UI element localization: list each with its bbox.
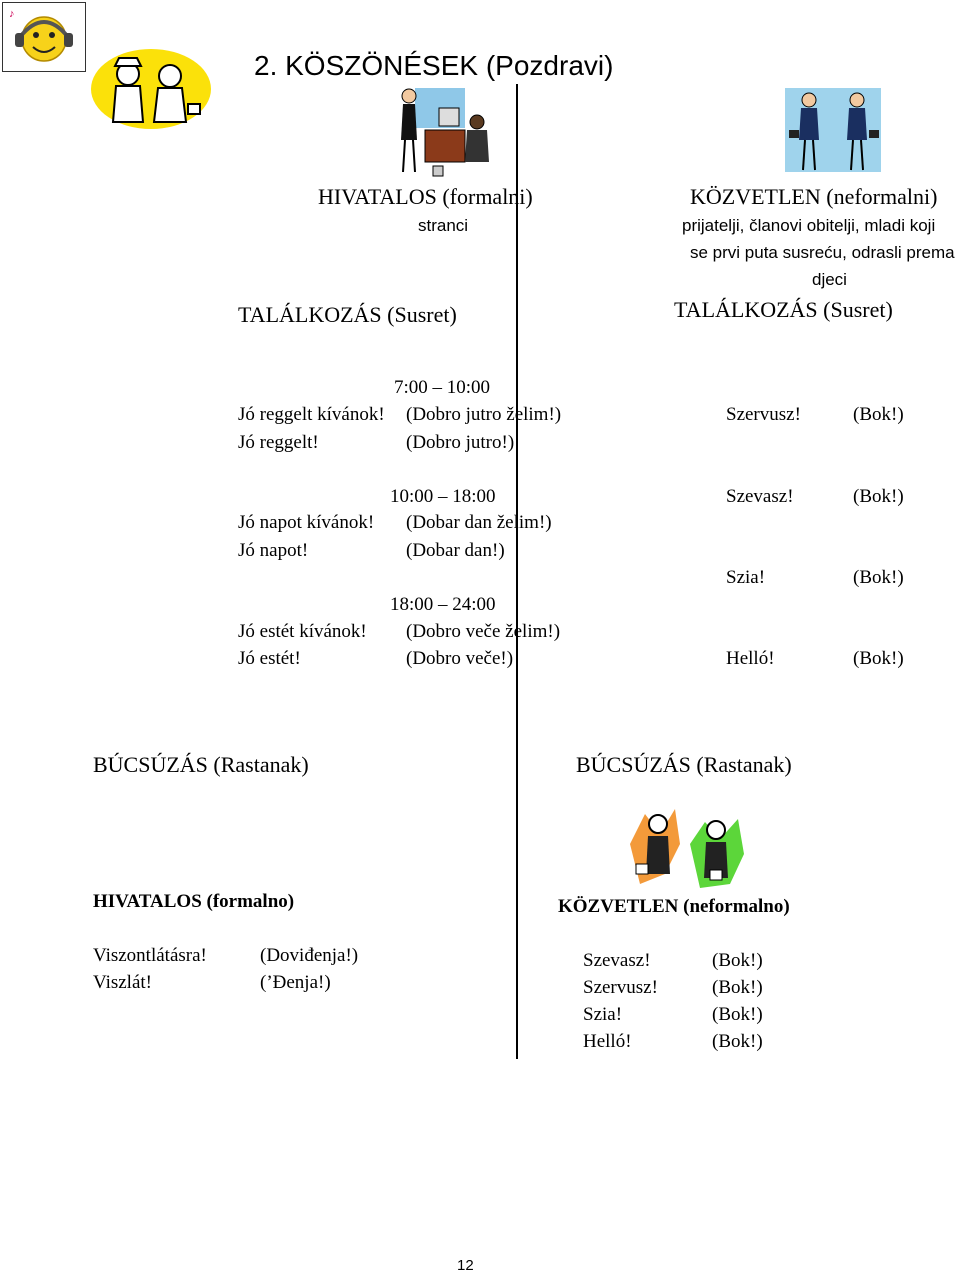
time-range-morning: 7:00 – 10:00: [394, 377, 491, 398]
informal-greeting-hu: Szervusz!: [726, 404, 801, 425]
greeting-hr: (Dobar dan!): [406, 540, 505, 561]
informal-audience-line1: prijatelji, članovi obitelji, mladi koji: [682, 216, 936, 235]
informal-greeting-hr: (Bok!): [853, 648, 904, 669]
informal-greeting-hr: (Bok!): [853, 486, 904, 507]
farewell-hr: (Bok!): [712, 977, 763, 998]
greeting-hu: Jó reggelt!: [238, 432, 319, 453]
farewell-heading-left: BÚCSÚZÁS (Rastanak): [93, 752, 309, 777]
time-range-day: 10:00 – 18:00: [390, 486, 496, 507]
greeting-hr: (Dobro jutro!): [406, 432, 515, 453]
informal-greeting-hu: Helló!: [726, 648, 775, 669]
greeting-hu: Jó napot!: [238, 540, 309, 561]
farewell-informal-heading: KÖZVETLEN (neformalno): [558, 896, 790, 917]
farewell-formal-heading: HIVATALOS (formalno): [93, 891, 295, 912]
informal-audience-line2: se prvi puta susreću, odrasli prema: [690, 243, 955, 262]
informal-heading: KÖZVETLEN (neformalni): [690, 184, 938, 209]
smiley-headphones-icon: [2, 2, 86, 72]
informal-greeting-hr: (Bok!): [853, 404, 904, 425]
greeting-hr: (Dobro veče!): [406, 648, 514, 669]
greeting-hr: (Dobro jutro želim!): [406, 404, 562, 425]
farewell-hu: Helló!: [583, 1031, 632, 1052]
informal-greeting-hu: Szia!: [726, 567, 766, 588]
farewell-hu: Szia!: [583, 1004, 623, 1025]
page-title: 2. KÖSZÖNÉSEK (Pozdravi): [254, 50, 614, 81]
time-range-evening: 18:00 – 24:00: [390, 594, 496, 615]
farewell-heading-right: BÚCSÚZÁS (Rastanak): [576, 752, 792, 777]
informal-greeting-hu: Szevasz!: [726, 486, 794, 507]
greeting-hu: Jó estét kívánok!: [238, 621, 367, 642]
two-people-farewell-icon: [620, 804, 750, 892]
svg-text:♪: ♪: [9, 8, 15, 20]
page-number: 12: [457, 1257, 474, 1274]
businesswomen-icon: [785, 82, 881, 178]
farewell-hu: Viszlát!: [93, 972, 153, 993]
farewell-hr: (Bok!): [712, 1031, 763, 1052]
farewell-hu: Szevasz!: [583, 950, 651, 971]
formal-audience: stranci: [418, 216, 469, 235]
office-meeting-icon: [395, 82, 495, 180]
informal-meeting-heading: TALÁLKOZÁS (Susret): [674, 297, 893, 322]
farewell-hu: Szervusz!: [583, 977, 658, 998]
farewell-hr: (Bok!): [712, 950, 763, 971]
column-divider: [516, 84, 518, 1059]
greeting-hu: Jó napot kívánok!: [238, 512, 375, 533]
farewell-hr: (’Đenja!): [260, 972, 331, 993]
formal-heading: HIVATALOS (formalni): [318, 184, 533, 209]
two-people-talking-icon: [88, 46, 214, 132]
farewell-hr: (Bok!): [712, 1004, 763, 1025]
greeting-hu: Jó reggelt kívánok!: [238, 404, 385, 425]
greeting-hu: Jó estét!: [238, 648, 301, 669]
greeting-hr: (Dobar dan želim!): [406, 512, 552, 533]
informal-audience-line3: djeci: [812, 270, 847, 289]
farewell-hu: Viszontlátásra!: [93, 945, 207, 966]
formal-meeting-heading: TALÁLKOZÁS (Susret): [238, 302, 457, 327]
farewell-hr: (Doviđenja!): [260, 945, 359, 966]
informal-greeting-hr: (Bok!): [853, 567, 904, 588]
greeting-hr: (Dobro veče želim!): [406, 621, 561, 642]
